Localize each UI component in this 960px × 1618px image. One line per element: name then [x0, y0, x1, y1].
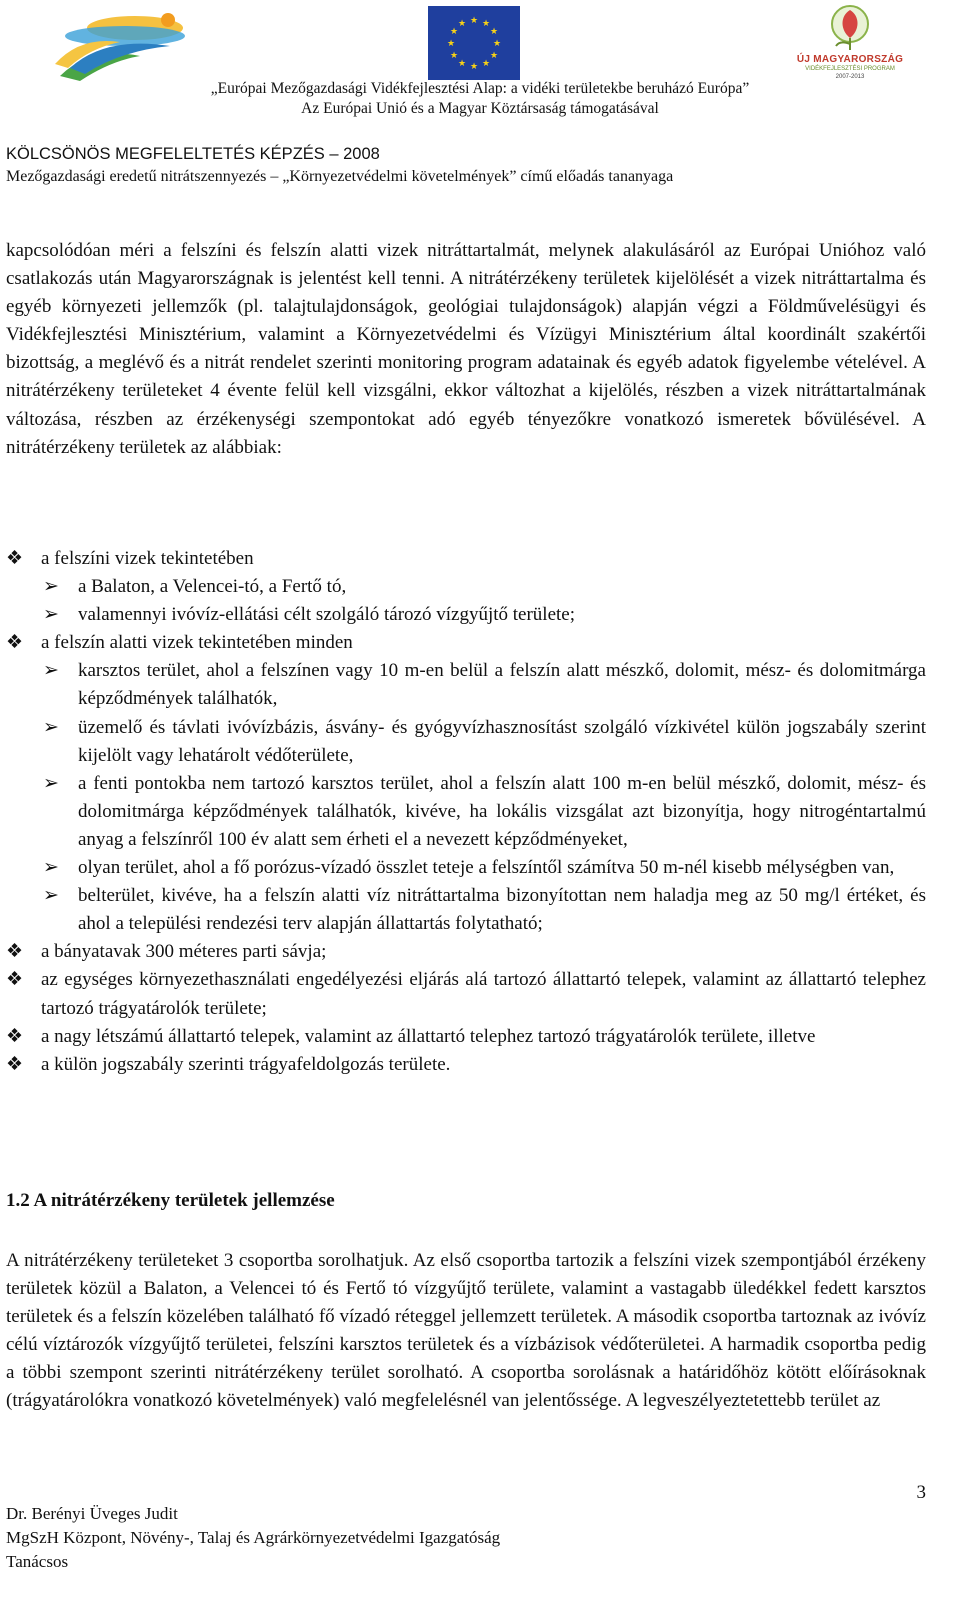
- eu-flag-logo: [428, 6, 520, 80]
- svg-text:★: ★: [446, 39, 456, 49]
- list-item: [6, 1023, 926, 1051]
- page-number: 3: [916, 1482, 926, 1503]
- list-subitem: [6, 573, 926, 601]
- diamond-bullet-icon: ❖: [6, 969, 24, 991]
- svg-text:★: ★: [489, 27, 499, 37]
- arrow-bullet-icon: ➢: [43, 772, 59, 794]
- arrow-bullet-icon: ➢: [43, 857, 59, 879]
- uj-magyarorszag-logo: [790, 2, 910, 82]
- list-item: [6, 545, 926, 573]
- diamond-bullet-icon: ❖: [6, 632, 24, 654]
- list-item-text: a felszín alatti vizek tekintetében minden: [41, 632, 353, 654]
- list-item-text: a külön jogszabály szerinti trágyafeldolgozás területe.: [41, 1053, 451, 1075]
- arrow-bullet-icon: ➢: [43, 576, 59, 598]
- footer-institution: MgSzH Központ, Növény-, Talaj és Agrárkörnyezetvédelmi Igazgatóság: [6, 1528, 501, 1547]
- paragraph-groups: A nitrátérzékeny területeket 3 csoportba sorolhatjuk. Az első csoportba tartozik a felszíni vizek szempontjából érzékeny területek közül a Balaton, a Velencei tó és Fertő tó vízgyűjtő területe, valamint a vastagabb üledékkel fedett karsztos területek és a felszín közelében található fő vízadó réteggel jellemzett területek. A második csoportba tartoznak az ivóvíz célú víztározók vízgyűjtő területei, felszíni karsztos területek és a vízbázisok védőterületei. A harmadik csoportba pedig a többi szempont szerinti nitrátérzékeny terület sorolható. A csoportba sorolásnak a határidőhöz kötött előírásoknak (trágyatárolókra vonatkozó követelmények) való megfelelésnél van jelentőssége. A legveszélyeztetettebb terület az: [6, 1250, 926, 1412]
- list-item: [6, 938, 926, 966]
- list-subitem: [6, 882, 926, 938]
- header-support-line: Az Európai Unió és a Magyar Köztársaság támogatásával: [301, 100, 659, 117]
- arrow-bullet-icon: ➢: [43, 604, 59, 626]
- list-subitem: [6, 854, 926, 882]
- svg-text:★: ★: [469, 16, 479, 26]
- footer-author: Dr. Berényi Üveges Judit: [6, 1504, 178, 1523]
- svg-text:★: ★: [481, 59, 491, 69]
- footer-position: Tanácsos: [6, 1552, 69, 1571]
- diamond-bullet-icon: ❖: [6, 548, 24, 569]
- svg-text:★: ★: [481, 19, 491, 29]
- svg-text:★: ★: [449, 27, 459, 37]
- list-subitem-text: karsztos terület, ahol a felszínen vagy 10 m-en belül a felszín alatt mészkő, dolomit, mész- és dolomitmárga képződmények találhatók,: [78, 660, 926, 710]
- paragraph-intro: kapcsolódóan méri a felszíni és felszín alatti vizek nitráttartalmát, melynek alakulásáról az Európai Unióhoz való csatlakozás után Magyarországnak is jelentést kell tenni. A nitrátérzékeny területek kijelölését a vizek nitráttartalma és egyéb környezeti jellemzők (pl. talajtulajdonságok, geológiai tulajdonságok) alapján végzi a Földművelésügyi és Vidékfejlesztési Minisztérium, valamint a Környezetvédelmi és Vízügyi Minisztérium által koordinált szakértői bizottság, a meglévő és a nitrát rendelet szerinti monitoring program adatainak és egyéb adatok figyelembe vételével. A nitrátérzékeny területeket 4 évente felül kell vizsgálni, ekkor változhat a kijelölés, részben a vizek nitráttartalmának változása, részben az érzékenységi szempontokat adó egyéb tényezőkre vonatkozó ismeretek bővülésével. A nitrátérzékeny területek az alábbiak:: [6, 240, 926, 458]
- svg-text:★: ★: [457, 59, 467, 69]
- list-subitem: [6, 657, 926, 713]
- list-subitem-text: olyan terület, ahol a fő porózus-vízadó összlet teteje a felszíntől számítva 50 m-nél kisebb mélységben van,: [78, 857, 895, 879]
- list-item-text: a felszíni vizek tekintetében: [41, 548, 254, 569]
- list-item: [6, 629, 926, 657]
- list-item-text: az egységes környezethasználati engedélyezési eljárás alá tartozó állattartó telepek, valamint az állattartó telephez tartozó trágyatárolók területe;: [41, 969, 926, 1019]
- diamond-bullet-icon: ❖: [6, 1025, 24, 1047]
- list-subitem-text: a fenti pontokba nem tartozó karsztos terület, ahol a felszín alatt 100 m-en belül mészkő, dolomit, mész- és dolomitmárga képződmények találhatók, kivéve, ha lokális vizsgálat azt bizonyítja, hogy nitrogéntartalmú anyag a felszínről 100 év alatt sem érheti el a nevezett képződményeket,: [78, 772, 926, 850]
- list-subitem-text: üzemelő és távlati ivóvízbázis, ásvány- és gyógyvízhasznosítást szolgáló vízkivétel külön jogszabály szerint kijelölt vagy lehatárolt védőterülete,: [78, 716, 926, 766]
- arrow-bullet-icon: ➢: [43, 885, 59, 907]
- logo-right-title: ÚJ MAGYARORSZÁG: [796, 54, 904, 65]
- document-subtitle: Mezőgazdasági eredetű nitrátszennyezés – „Környezetvédelmi követelmények” című előadás tananyaga: [6, 168, 674, 185]
- logo-right-subtitle: VIDÉKFEJLESZTÉSI PROGRAM: [805, 66, 895, 72]
- svg-text:★: ★: [492, 39, 502, 49]
- logo-right-years: 2007-2013: [835, 74, 865, 80]
- diamond-bullet-icon: ❖: [6, 941, 24, 963]
- list-subitem-text: a Balaton, a Velencei-tó, a Fertő tó,: [78, 576, 347, 598]
- videkfejlesztes-logo: [50, 6, 195, 86]
- list-item-text: a nagy létszámú állattartó telepek, valamint az állattartó telephez tartozó trágyatárolók területe, illetve: [41, 1025, 816, 1047]
- svg-text:★: ★: [469, 62, 479, 72]
- list-subitem: [6, 770, 926, 854]
- svg-text:★: ★: [457, 19, 467, 29]
- list-subitem: [6, 714, 926, 770]
- list-subitem-text: valamennyi ivóvíz-ellátási célt szolgáló tározó vízgyűjtő területe;: [78, 604, 575, 626]
- diamond-bullet-icon: ❖: [6, 1053, 24, 1075]
- list-subitem-text: belterület, kivéve, ha a felszín alatti víz nitráttartalma bizonyítottan nem haladja meg az 50 mg/l értéket, és ahol a települési rendezési terv alapján állattartás folytatható;: [78, 885, 926, 935]
- arrow-bullet-icon: ➢: [43, 660, 59, 682]
- list-item: [6, 1051, 926, 1079]
- svg-text:★: ★: [489, 51, 499, 61]
- arrow-bullet-icon: ➢: [43, 716, 59, 738]
- section-heading: 1.2 A nitrátérzékeny területek jellemzése: [6, 1190, 335, 1211]
- nitrate-area-list: [6, 545, 926, 1079]
- list-item: [6, 966, 926, 1022]
- document-title: KÖLCSÖNÖS MEGFELELTETÉS KÉPZÉS – 2008: [6, 145, 380, 163]
- list-subitem: [6, 601, 926, 629]
- header-program-line: „Európai Mezőgazdasági Vidékfejlesztési Alap: a vidéki területekbe beruházó Európa”: [210, 80, 750, 97]
- svg-text:★: ★: [449, 51, 459, 61]
- list-item-text: a bányatavak 300 méteres parti sávja;: [41, 941, 327, 963]
